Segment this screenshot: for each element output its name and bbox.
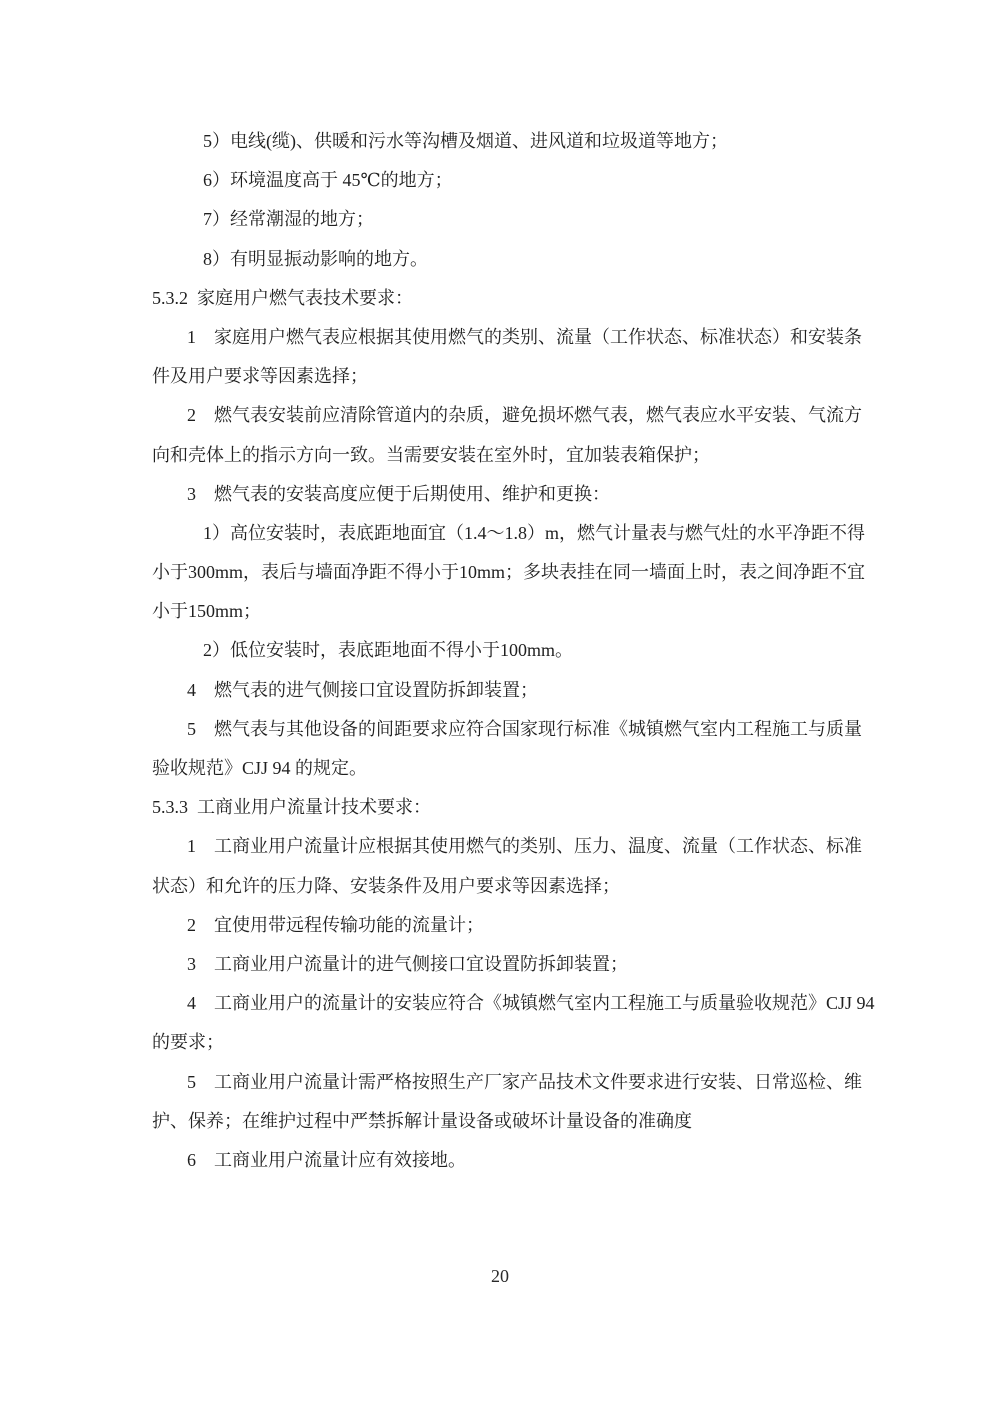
paragraph-line: 4 燃气表的进气侧接口宜设置防拆卸装置； <box>187 679 538 700</box>
document-body <box>152 122 875 1180</box>
paragraph-line: 5）电线(缆)、供暖和污水等沟槽及烟道、进风道和垃圾道等地方； <box>203 131 728 151</box>
section-heading-line: 5.3.3 工商业用户流量计技术要求： <box>152 797 431 818</box>
paragraph-line: 8）有明显振动影响的地方。 <box>203 248 428 269</box>
paragraph-line: 小于150mm； <box>152 601 262 622</box>
paragraph-line: 7）经常潮湿的地方； <box>203 209 374 230</box>
paragraph-line: 1 家庭用户燃气表应根据其使用燃气的类别、流量（工作状态、标准状态）和安装条 <box>187 326 862 347</box>
paragraph-line: 6 工商业用户流量计应有效接地。 <box>187 1149 466 1170</box>
paragraph-line: 2 燃气表安装前应清除管道内的杂质，避免损坏燃气表，燃气表应水平安装、气流方 <box>187 405 862 426</box>
paragraph-line: 小于300mm，表后与墙面净距不得小于10mm；多块表挂在同一墙面上时，表之间净距不宜 <box>152 562 866 583</box>
paragraph-line: 5 工商业用户流量计需严格按照生产厂家产品技术文件要求进行安装、日常巡检、维 <box>187 1071 862 1092</box>
paragraph-line: 3 燃气表的安装高度应便于后期使用、维护和更换： <box>187 483 610 504</box>
paragraph-line: 6）环境温度高于 45℃的地方； <box>203 170 453 191</box>
paragraph-line: 5 燃气表与其他设备的间距要求应符合国家现行标准《城镇燃气室内工程施工与质量 <box>187 718 862 739</box>
section-heading-line: 5.3.2 家庭用户燃气表技术要求： <box>152 287 413 308</box>
paragraph-line: 护、保养；在维护过程中严禁拆解计量设备或破坏计量设备的准确度 <box>152 1110 692 1131</box>
paragraph-line: 2）低位安装时，表底距地面不得小于100mm。 <box>203 640 574 661</box>
paragraph-line: 1 工商业用户流量计应根据其使用燃气的类别、压力、温度、流量（工作状态、标准 <box>187 836 862 857</box>
paragraph-line: 件及用户要求等因素选择； <box>152 366 368 387</box>
page-number: 20 <box>491 1266 509 1286</box>
paragraph-line: 验收规范》CJJ 94 的规定。 <box>152 758 368 778</box>
paragraph-line: 4 工商业用户的流量计的安装应符合《城镇燃气室内工程施工与质量验收规范》CJJ 94 <box>187 993 875 1014</box>
paragraph-line: 的要求； <box>152 1032 224 1053</box>
paragraph-line: 3 工商业用户流量计的进气侧接口宜设置防拆卸装置； <box>187 953 628 974</box>
paragraph-line: 1）高位安装时，表底距地面宜（1.4～1.8）m，燃气计量表与燃气灶的水平净距不得 <box>203 522 865 543</box>
paragraph-line: 2 宜使用带远程传输功能的流量计； <box>187 914 484 935</box>
paragraph-line: 向和壳体上的指示方向一致。当需要安装在室外时，宜加装表箱保护； <box>152 444 710 465</box>
paragraph-line: 状态）和允许的压力降、安装条件及用户要求等因素选择； <box>152 875 620 896</box>
page-footer <box>0 1266 1000 1287</box>
